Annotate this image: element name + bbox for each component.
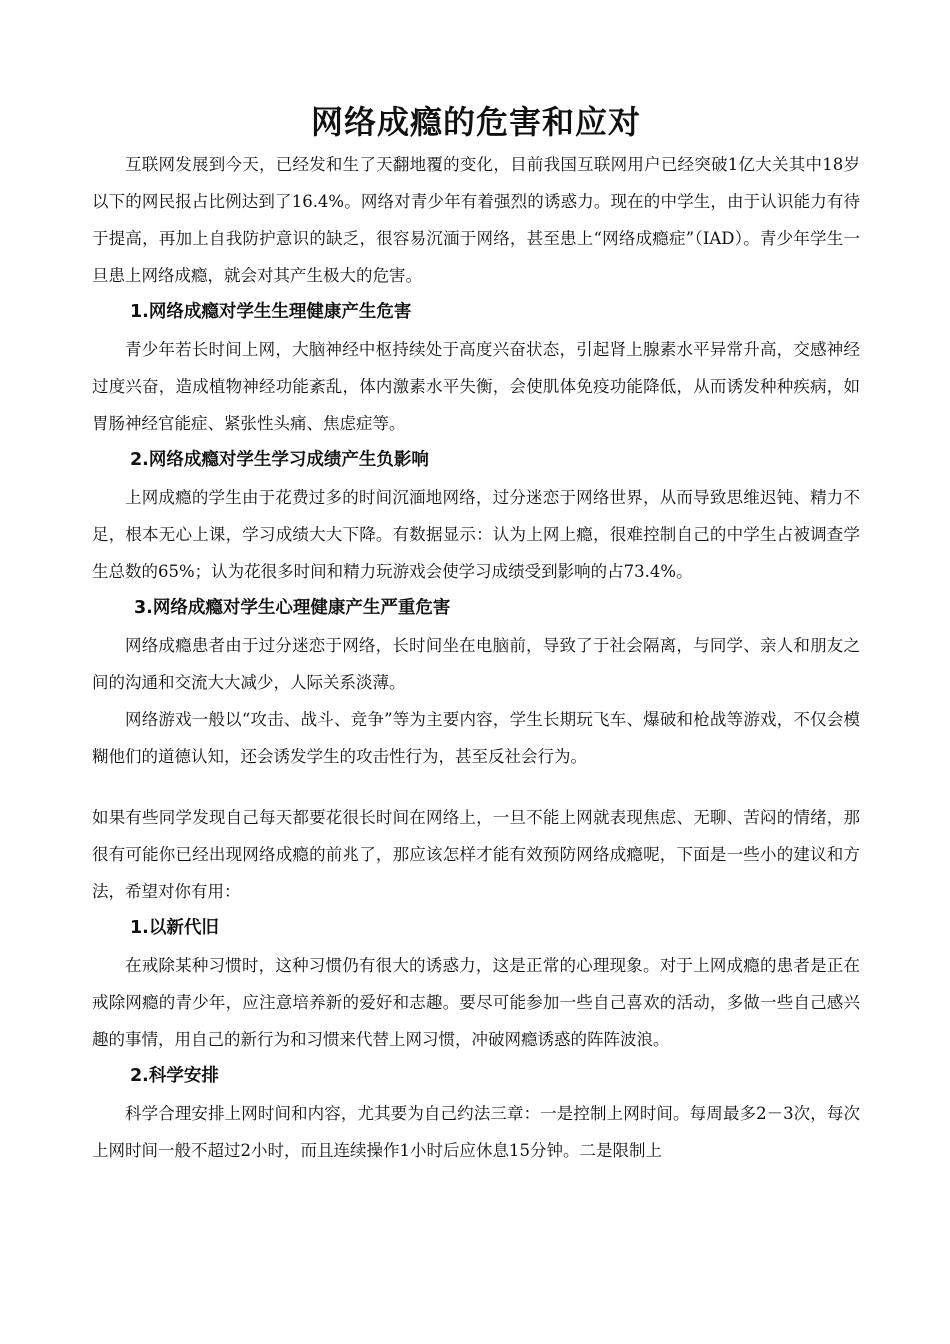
document-body [92,100,860,1169]
section-body-mental-2: 网络游戏一般以“攻击、战斗、竞争”等为主要内容，学生长期玩飞车、爆破和枪战等游戏，不仅会模糊他们的道德认知，还会诱发学生的攻击性行为，甚至反社会行为。 [92,710,860,766]
advice-body-schedule: 科学合理安排上网时间和内容，尤其要为自己约法三章：一是控制上网时间。每周最多2－3次，每次上网时间一般不超过2小时，而且连续操作1小时后应休息15分钟。二是限制上 [92,1104,860,1160]
intro-paragraph: 互联网发展到今天，已经发和生了天翻地覆的变化，目前我国互联网用户已经突破1亿大关其中18岁以下的网民报占比例达到了16.4%。网络对青少年有着强烈的诱惑力。现在的中学生，由于认识能力有待于提高，再加上自我防护意识的缺乏，很容易沉湎于网络，甚至患上“网络成瘾症”（IAD）。青少年学生一旦患上网络成瘾，就会对其产生极大的危害。 [92,155,860,285]
advice-body-replace: 在戒除某种习惯时，这种习惯仍有很大的诱惑力，这是正常的心理现象。对于上网成瘾的患者是正在戒除网瘾的青少年，应注意培养新的爱好和志趣。要尽可能参加一些自己喜欢的活动，多做一些自己感兴趣的事情，用自己的新行为和习惯来代替上网习惯，冲破网瘾诱惑的阵阵波浪。 [92,956,860,1049]
advice-heading-replace: 1.以新代旧 [130,918,219,938]
section-heading-academic: 2.网络成瘾对学生学习成绩产生负影响 [130,450,429,470]
paragraph-gap [92,775,860,799]
advice-heading-schedule: 2.科学安排 [130,1066,219,1086]
transition-paragraph: 如果有些同学发现自己每天都要花很长时间在网络上，一旦不能上网就表现焦虑、无聊、苦闷的情绪，那很有可能你已经出现网络成瘾的前兆了，那应该怎样才能有效预防网络成瘾呢，下面是一些小的建议和方法，希望对你有用： [92,808,860,901]
section-heading-physical: 1.网络成瘾对学生生理健康产生危害 [130,302,412,322]
section-body-academic: 上网成瘾的学生由于花费过多的时间沉湎地网络，过分迷恋于网络世界，从而导致思维迟钝、精力不足，根本无心上课，学习成绩大大下降。有数据显示：认为上网上瘾，很难控制自己的中学生占被调查学生总数的65%；认为花很多时间和精力玩游戏会使学习成绩受到影响的占73.4%。 [92,488,860,581]
section-body-physical: 青少年若长时间上网，大脑神经中枢持续处于高度兴奋状态，引起肾上腺素水平异常升高，交感神经过度兴奋，造成植物神经功能紊乱，体内激素水平失衡，会使肌体免疫功能降低，从而诱发种种疾病，如胃肠神经官能症、紧张性头痛、焦虑症等。 [92,340,860,433]
section-heading-mental: 3.网络成瘾对学生心理健康产生严重危害 [134,598,451,618]
section-body-mental-1: 网络成瘾患者由于过分迷恋于网络，长时间坐在电脑前，导致了于社会隔离，与同学、亲人和朋友之间的沟通和交流大大减少，人际关系淡薄。 [92,636,860,692]
document-title: 网络成瘾的危害和应对 [310,103,641,141]
